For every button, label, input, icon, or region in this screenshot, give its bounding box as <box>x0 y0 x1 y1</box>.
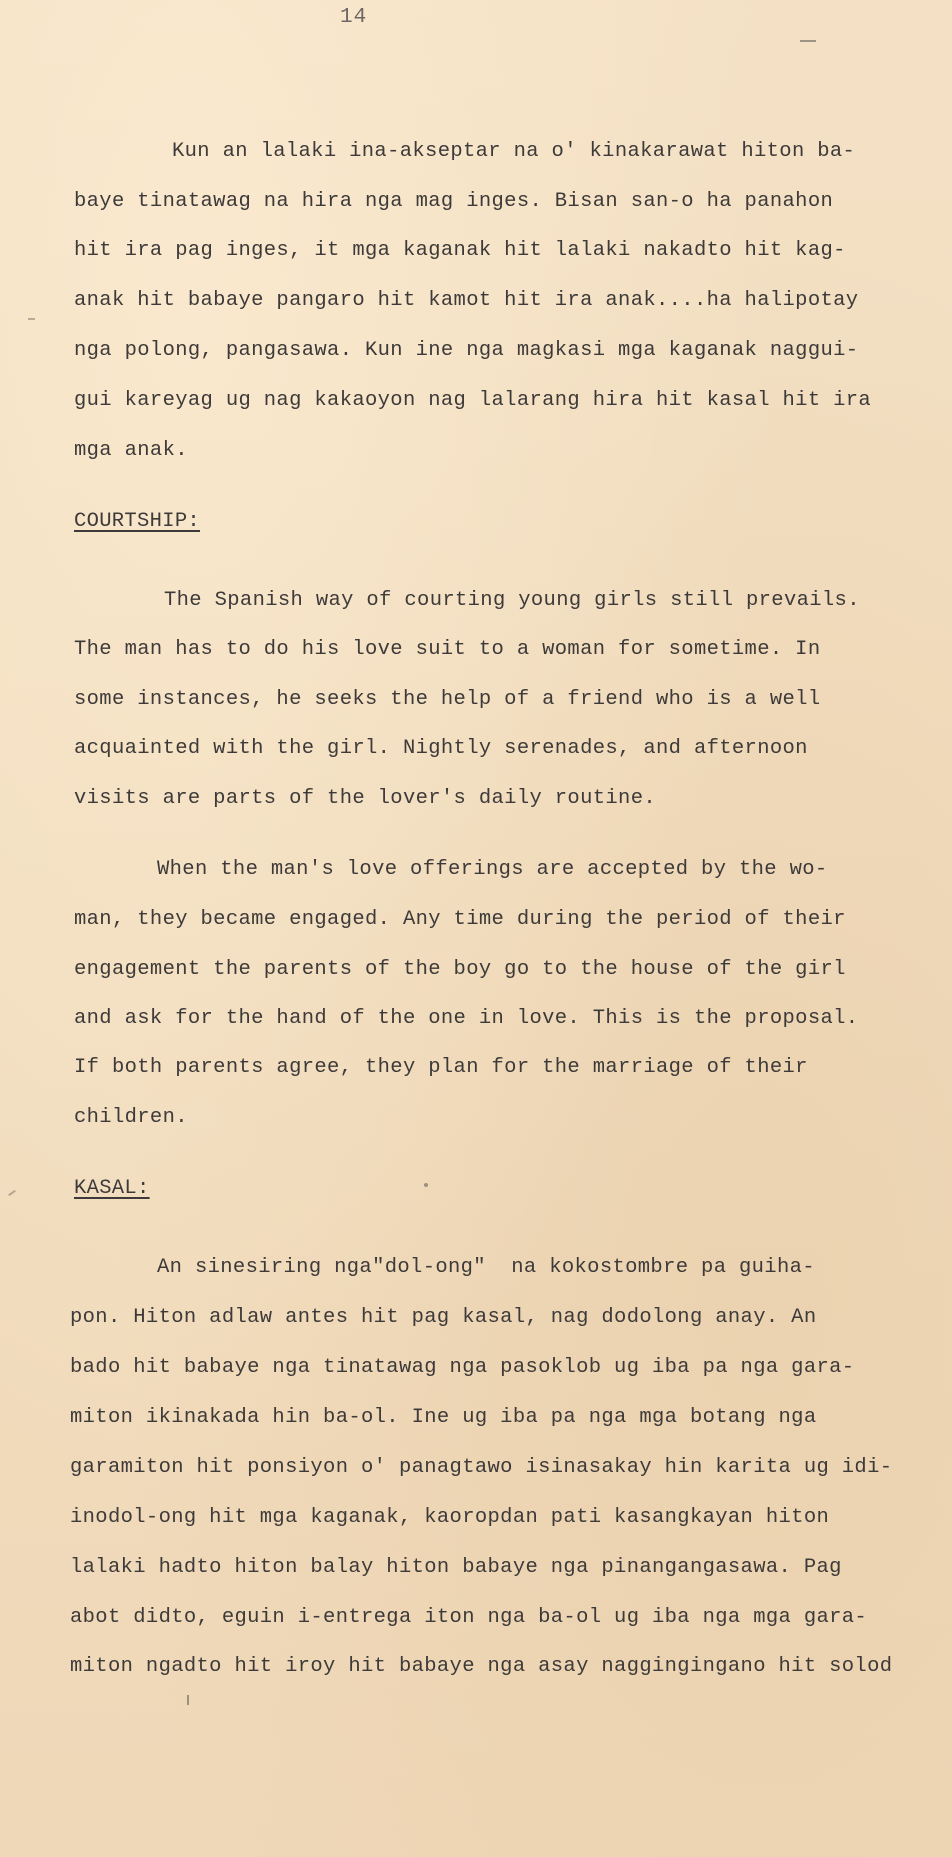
text-line: abot didto, eguin i-entrega iton nga ba-ol ug iba nga mga gara- <box>70 1606 868 1629</box>
text-line: garamiton hit ponsiyon o' panagtawo isinasakay hin karita ug idi- <box>70 1456 893 1479</box>
text-line: bado hit babaye nga tinatawag nga pasoklob ug iba pa nga gara- <box>70 1356 855 1379</box>
ink-mark <box>28 318 35 320</box>
text-line: children. <box>74 1106 188 1129</box>
section-heading-courtship: COURTSHIP: <box>74 510 201 533</box>
text-line: and ask for the hand of the one in love. This is the proposal. <box>74 1007 859 1030</box>
text-line: anak hit babaye pangaro hit kamot hit ira anak....ha halipotay <box>74 289 859 312</box>
text-line: Kun an lalaki ina-akseptar na o' kinakarawat hiton ba- <box>172 140 856 163</box>
text-line: The man has to do his love suit to a woman for sometime. In <box>74 638 821 661</box>
ink-mark <box>8 1190 16 1196</box>
text-line: lalaki hadto hiton balay hiton babaye nga pinangangasawa. Pag <box>70 1556 842 1579</box>
text-line: mga anak. <box>74 439 188 462</box>
text-line: miton ikinakada hin ba-ol. Ine ug iba pa nga mga botang nga <box>70 1406 817 1429</box>
ink-dot <box>424 1183 428 1187</box>
text-line: engagement the parents of the boy go to the house of the girl <box>74 958 846 981</box>
text-line: visits are parts of the lover's daily routine. <box>74 787 656 810</box>
text-line: inodol-ong hit mga kaganak, kaoropdan pati kasangkayan hiton <box>70 1506 830 1529</box>
text-line: gui kareyag ug nag kakaoyon nag lalarang hira hit kasal hit ira <box>74 389 872 412</box>
text-line: man, they became engaged. Any time during the period of their <box>74 908 846 931</box>
text-line: miton ngadto hit iroy hit babaye nga asay naggingingano hit solod <box>70 1655 893 1678</box>
text-line: some instances, he seeks the help of a friend who is a well <box>74 688 821 711</box>
text-line: An sinesiring nga"dol-ong" na kokostombre pa guiha- <box>157 1256 815 1279</box>
ink-mark <box>187 1695 189 1705</box>
section-heading-kasal: KASAL: <box>74 1177 150 1200</box>
text-line: If both parents agree, they plan for the marriage of their <box>74 1056 808 1079</box>
text-line: The Spanish way of courting young girls still prevails. <box>164 589 860 612</box>
text-line: acquainted with the girl. Nightly serenades, and afternoon <box>74 737 808 760</box>
text-line: nga polong, pangasawa. Kun ine nga magkasi mga kaganak naggui- <box>74 339 859 362</box>
text-line: pon. Hiton adlaw antes hit pag kasal, nag dodolong anay. An <box>70 1306 817 1329</box>
text-line: When the man's love offerings are accepted by the wo- <box>157 858 828 881</box>
page-number: 14 <box>340 6 368 29</box>
text-line: baye tinatawag na hira nga mag inges. Bisan san-o ha panahon <box>74 190 834 213</box>
text-line: hit ira pag inges, it mga kaganak hit lalaki nakadto hit kag- <box>74 239 846 262</box>
ink-mark <box>800 40 816 42</box>
